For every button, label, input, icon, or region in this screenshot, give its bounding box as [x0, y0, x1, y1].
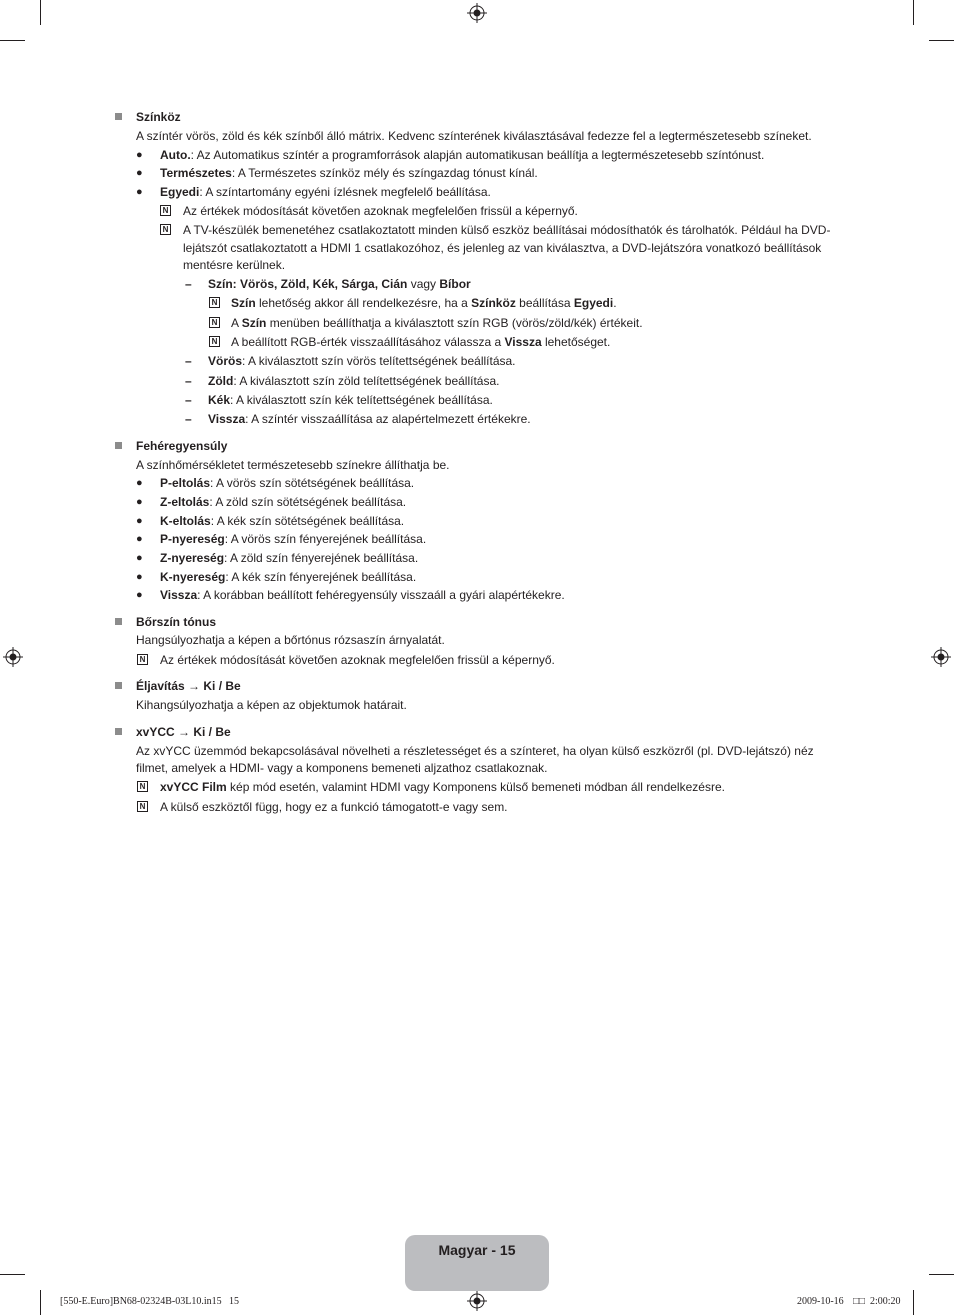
note-text: mentésre kerülnek. — [183, 258, 286, 272]
note-text: A beállított RGB-érték visszaállításához válassza a Vissza lehetőséget. — [231, 335, 611, 349]
list-item: K-eltolás: A kék szín sötétségének beállítása. — [160, 514, 405, 528]
note-text: A TV-készülék bemenetéhez csatlakoztatott minden külső eszköz beállításai módosíthatók és tárolhatók. Például ha DVD- — [183, 223, 831, 237]
bullet-icon: ● — [136, 515, 143, 527]
list-item: Egyedi: A színtartomány egyéni ízlésnek megfelelő beállítása. — [160, 185, 491, 199]
dash-icon: – — [185, 412, 192, 426]
section-desc: Hangsúlyozhatja a képen a bőrtónus rózsaszín árnyalatát. — [136, 633, 445, 647]
bullet-icon: ● — [136, 186, 143, 198]
crop-mark — [0, 1274, 25, 1275]
sub-item: Zöld: A kiválasztott szín zöld telítettségének beállítása. — [208, 374, 500, 388]
dash-icon: – — [185, 277, 192, 291]
section-square-icon — [115, 728, 122, 735]
section-title-feheregyensuly: Fehéregyensúly — [136, 439, 228, 453]
bullet-icon: ● — [136, 149, 143, 161]
crop-mark — [913, 1290, 914, 1315]
page-number-label: Magyar - 15 — [438, 1242, 516, 1258]
section-desc: Az xvYCC üzemmód bekapcsolásával növelheti a részletességet és a színteret, ha olyan külső eszközről (pl. DVD-lejátszó) néz — [136, 744, 814, 758]
note-icon: N — [137, 781, 148, 792]
bullet-icon: ● — [136, 571, 143, 583]
note-icon: N — [137, 801, 148, 812]
list-item: K-nyereség: A kék szín fényerejének beállítása. — [160, 570, 417, 584]
bullet-icon: ● — [136, 589, 143, 601]
list-item: P-nyereség: A vörös szín fényerejének beállítása. — [160, 532, 427, 546]
list-item: Auto.: Az Automatikus színtér a programforrások alapján automatikusan beállítja a legtermészetesebb színtónust. — [160, 148, 765, 162]
sub-item: Vissza: A színtér visszaállítása az alapértelmezett értékekre. — [208, 412, 531, 426]
sub-item: Szín: Vörös, Zöld, Kék, Sárga, Cián vagy Bíbor — [208, 277, 471, 291]
section-square-icon — [115, 682, 122, 689]
crop-mark — [40, 1290, 41, 1315]
list-item: P-eltolás: A vörös szín sötétségének beállítása. — [160, 476, 415, 490]
sub-item: Kék: A kiválasztott szín kék telítettségének beállítása. — [208, 393, 493, 407]
list-item: Vissza: A korábban beállított fehéregyensúly visszaáll a gyári alapértékekre. — [160, 588, 565, 602]
note-text: Az értékek módosítását követően azoknak megfelelően frissül a képernyő. — [160, 653, 555, 667]
sub-item: Vörös: A kiválasztott szín vörös telítettségének beállítása. — [208, 354, 516, 368]
crop-mark — [0, 40, 25, 41]
registration-mark-icon — [467, 3, 487, 23]
crop-mark — [913, 0, 914, 25]
note-icon: N — [160, 224, 171, 235]
section-square-icon — [115, 113, 122, 120]
imprint-time: 2:00:20 — [870, 1296, 901, 1307]
list-item: Z-nyereség: A zöld szín fényerejének beállítása. — [160, 551, 419, 565]
dash-icon: – — [185, 354, 192, 368]
section-title-szinkoz: Színköz — [136, 110, 181, 124]
note-icon: N — [137, 654, 148, 665]
registration-mark-icon — [467, 1291, 487, 1311]
crop-mark — [40, 0, 41, 25]
note-text: A Szín menüben beállíthatja a kiválasztott szín RGB (vörös/zöld/kék) értékeit. — [231, 316, 643, 330]
note-text: xvYCC Film kép mód esetén, valamint HDMI vagy Komponens külső bemeneti módban áll rendelkezésre. — [160, 780, 725, 794]
bullet-icon: ● — [136, 477, 143, 489]
imprint-file: [550-E.Euro]BN68-02324B-03L10.in15 — [60, 1296, 222, 1307]
imprint-date: 2009-10-16 — [797, 1296, 844, 1307]
note-text: lejátszót csatlakoztatott a HDMI 1 csatlakozóhoz, és jelenleg az van kiválasztva, a DVD-lejátszóra vonatkozó beállítások — [183, 241, 822, 255]
imprint-page: 15 — [229, 1296, 239, 1307]
section-square-icon — [115, 442, 122, 449]
section-square-icon — [115, 618, 122, 625]
imprint-marks: □□ — [853, 1296, 866, 1307]
dash-icon: – — [185, 393, 192, 407]
note-icon: N — [160, 205, 171, 216]
section-desc: filmet, amelyek a HDMI- vagy a komponens bemeneti aljzathoz csatlakoznak. — [136, 761, 548, 775]
registration-mark-icon — [3, 647, 23, 667]
note-icon: N — [209, 336, 220, 347]
section-title-eljavitas: Éljavítás → Ki / Be — [136, 679, 241, 693]
registration-mark-icon — [931, 647, 951, 667]
note-icon: N — [209, 297, 220, 308]
dash-icon: – — [185, 374, 192, 388]
bullet-icon: ● — [136, 496, 143, 508]
crop-mark — [929, 1274, 954, 1275]
note-text: Szín lehetőség akkor áll rendelkezésre, ha a Színköz beállítása Egyedi. — [231, 296, 617, 310]
note-icon: N — [209, 317, 220, 328]
section-desc: A színtér vörös, zöld és kék színből álló mátrix. Kedvenc színterének kiválasztásával fedezze fel a legtermészetesebb színeket. — [136, 129, 812, 143]
section-title-borszin: Bőrszín tónus — [136, 615, 216, 629]
bullet-icon: ● — [136, 533, 143, 545]
section-desc: Kihangsúlyozhatja a képen az objektumok határait. — [136, 698, 407, 712]
crop-mark — [929, 40, 954, 41]
section-desc: A színhőmérsékletet természetesebb színekre állíthatja be. — [136, 458, 450, 472]
note-text: Az értékek módosítását követően azoknak megfelelően frissül a képernyő. — [183, 204, 578, 218]
list-item: Z-eltolás: A zöld szín sötétségének beállítása. — [160, 495, 407, 509]
list-item: Természetes: A Természetes színköz mély és színgazdag tónust kínál. — [160, 166, 538, 180]
bullet-icon: ● — [136, 167, 143, 179]
note-text: A külső eszköztől függ, hogy ez a funkció támogatott-e vagy sem. — [160, 800, 508, 814]
bullet-icon: ● — [136, 552, 143, 564]
section-title-xvycc: xvYCC → Ki / Be — [136, 725, 231, 739]
